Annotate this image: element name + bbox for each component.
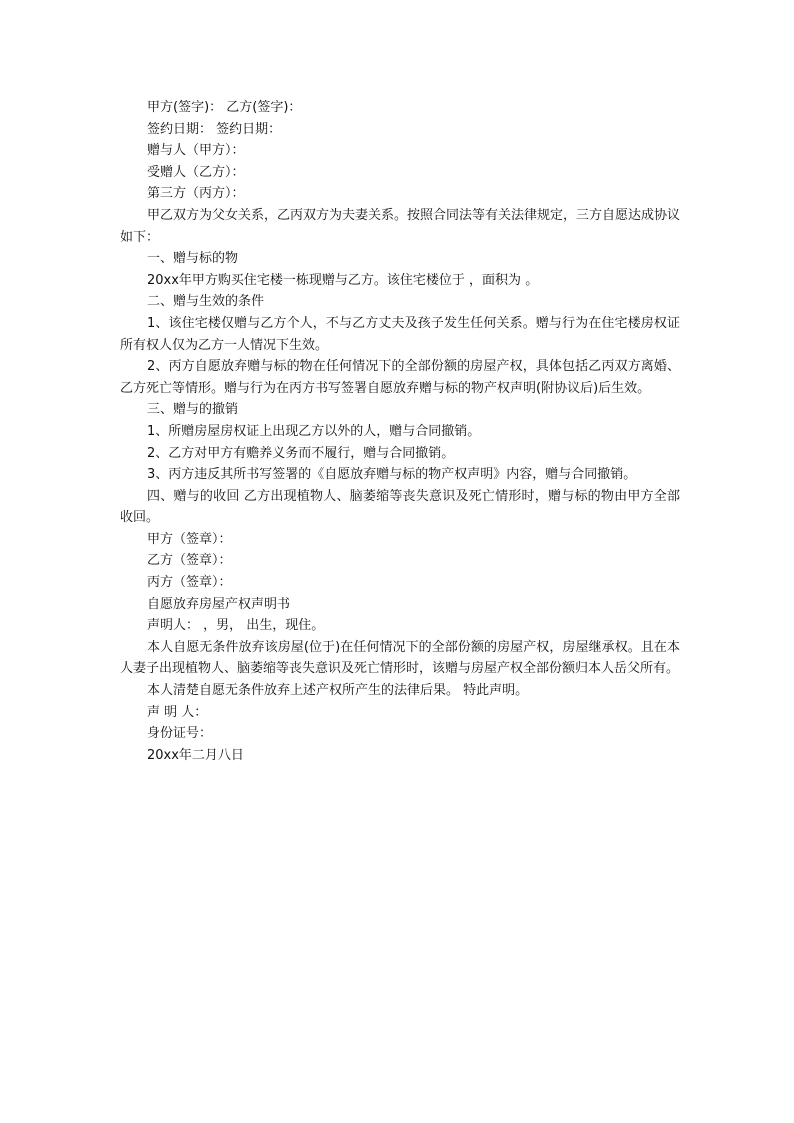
third-party-line: 第三方（丙方）： bbox=[147, 186, 245, 202]
section-2-item-2: 2、丙方自愿放弃赠与标的物在任何情况下的全部份额的房屋产权，具体包括乙丙双方离婚、乙方死亡等情形。赠与行为在丙方书写签署自愿放弃赠与标的物产权声明(附协议后)后生效。 bbox=[120, 359, 680, 396]
signature-line-party-a-b: 甲方(签字)： 乙方(签字)： bbox=[147, 100, 302, 115]
declaration-title: 自愿放弃房屋产权声明书 bbox=[147, 596, 291, 612]
section-heading-1: 一、赠与标的物 bbox=[147, 251, 239, 267]
document-body bbox=[120, 97, 680, 766]
section-4-text: 四、赠与的收回 乙方出现植物人、脑萎缩等丧失意识及死亡情形时，赠与标的物由甲方全部收回。 bbox=[120, 488, 680, 526]
section-2-item-1: 1、该住宅楼仅赠与乙方个人，不与乙方丈夫及孩子发生任何关系。赠与行为在住宅楼房权证所有权人仅为乙方一人情况下生效。 bbox=[120, 315, 680, 353]
section-heading-3: 三、赠与的撤销 bbox=[147, 402, 239, 418]
declarant-info-line: 声明人： ，男， 出生，现住。 bbox=[147, 618, 325, 634]
section-1-text: 20xx年甲方购买住宅楼一栋现赠与乙方。该住宅楼位于 ，面积为 。 bbox=[147, 272, 539, 288]
donee-line: 受赠人（乙方）： bbox=[147, 164, 245, 180]
declarant-signature-line: 声 明 人： bbox=[147, 704, 208, 720]
id-number-line: 身份证号： bbox=[147, 726, 213, 742]
section-3-item-3: 3、丙方违反其所书写签署的《自愿放弃赠与标的物产权声明》内容，赠与合同撤销。 bbox=[147, 467, 637, 483]
declaration-body: 本人自愿无条件放弃该房屋(位于)在任何情况下的全部份额的房屋产权，房屋继承权。且在本人妻子出现植物人、脑萎缩等丧失意识及死亡情形时，该赠与房屋产权全部份额归本人岳父所有。 bbox=[120, 639, 680, 677]
declaration-closing: 本人清楚自愿无条件放弃上述产权所产生的法律后果。 特此声明。 bbox=[147, 683, 529, 699]
section-heading-2: 二、赠与生效的条件 bbox=[147, 294, 265, 310]
section-3-item-1: 1、所赠房屋房权证上出现乙方以外的人，赠与合同撤销。 bbox=[147, 423, 481, 439]
party-a-seal-line: 甲方（签章）： bbox=[147, 531, 232, 547]
intro-paragraph: 甲乙双方为父女关系，乙丙双方为夫妻关系。按照合同法等有关法律规定，三方自愿达成协议如下： bbox=[120, 207, 681, 245]
party-b-seal-line: 乙方（签章）： bbox=[147, 553, 232, 569]
section-3-item-2: 2、乙方对甲方有赡养义务而不履行，赠与合同撤销。 bbox=[147, 445, 455, 461]
signing-date-line: 签约日期： 签约日期： bbox=[147, 121, 282, 137]
party-c-seal-line: 丙方（签章）： bbox=[147, 575, 232, 591]
declaration-date: 20xx年二月八日 bbox=[147, 747, 244, 763]
donor-line: 赠与人（甲方）： bbox=[147, 143, 245, 159]
